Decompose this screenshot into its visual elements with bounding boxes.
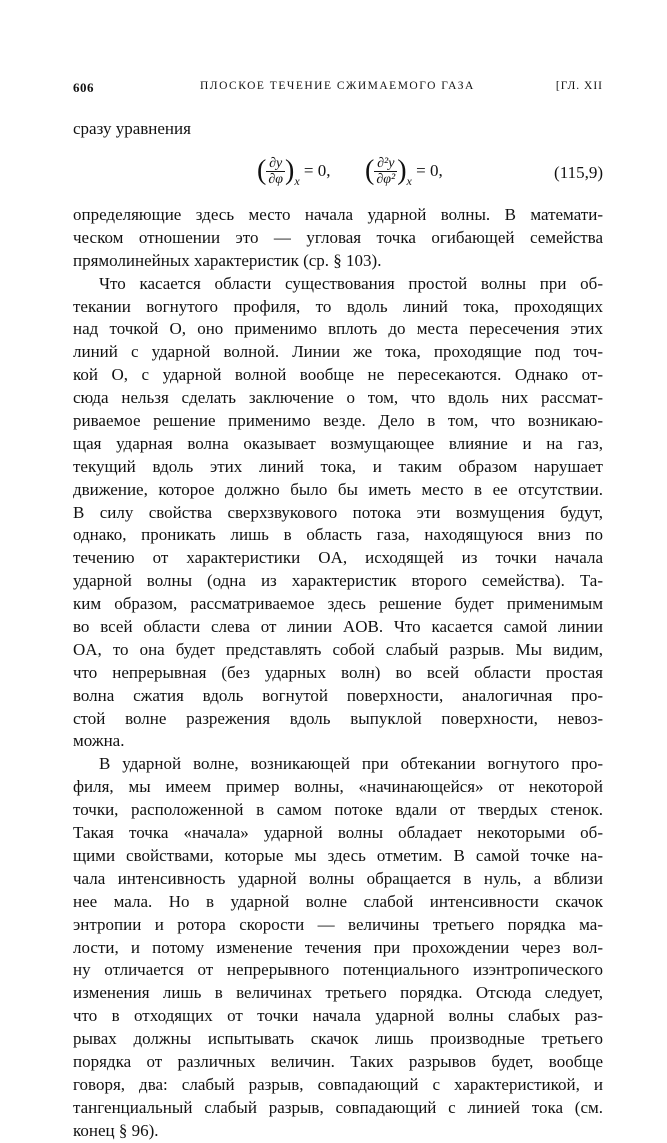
equation-115-9 xyxy=(73,153,603,195)
text-line: стой волне разрежения вдоль выпуклой поверхности, невоз- xyxy=(73,708,603,728)
formula-second-derivative: ( $\frac{\text{∂²y}}{\text{∂φ²}}$ )$_x = 0$, xyxy=(365,155,443,188)
text-line: OA, то она будет представлять собой слабый разрыв. Мы видим, xyxy=(73,639,603,659)
text-line: В ударной волне, возникающей при обтекании вогнутого про- xyxy=(99,754,603,774)
intro-text xyxy=(73,118,603,141)
text-line: рывах должны испытывать скачок лишь производные третьего xyxy=(73,1029,603,1049)
page-number: 606 xyxy=(73,80,94,95)
text-line: ким образом, рассматриваемое здесь решение будет применимым xyxy=(73,594,603,614)
text-line: движение, которое должно было бы иметь место в ее отсутствии. xyxy=(73,479,603,499)
text-line: конец § 96). xyxy=(73,1120,159,1140)
text-line: текущий вдоль этих линий тока, и таким образом нарушает xyxy=(73,456,603,476)
text-line: риваемое решение применимо везде. Дело в том, что возникаю- xyxy=(73,411,603,431)
text-line: определяющие здесь место начала ударной волны. В математи- xyxy=(73,205,603,224)
running-header xyxy=(73,80,603,100)
text-line: линий с ударной волной. Линии же тока, проходящие под точ- xyxy=(73,342,603,362)
equation-number: (115,9) xyxy=(554,163,603,182)
text-line: щая ударная волна оказывает возмущающее влияние и на газ, xyxy=(73,433,603,453)
text-line: В силу свойства сверхзвукового потока эти возмущения будут, xyxy=(73,502,603,522)
running-title: ПЛОСКОЕ ТЕЧЕНИЕ СЖИМАЕМОГО ГАЗА xyxy=(200,80,475,92)
text-line: сразу уравнения xyxy=(73,119,191,138)
text-line: щими свойствами, которые мы здесь отметим. В самой точке на- xyxy=(73,845,603,865)
equals-zero: = 0, xyxy=(416,161,443,180)
formula-first-derivative: ( $\frac{\partial y}{\partial\varphi}$ )$_x = 0$, xyxy=(257,155,331,188)
body-text xyxy=(73,204,603,1143)
text-line: что непрерывная (без ударных волн) во всей области простая xyxy=(73,662,603,682)
chapter-label: [ГЛ. XII xyxy=(555,80,603,92)
text-line: можна. xyxy=(73,731,125,751)
text-line: что в отходящих от точки начала ударной волны слабых раз- xyxy=(73,1006,603,1026)
text-line: говоря, два: слабый разрыв, совпадающий с характеристикой, и xyxy=(73,1074,603,1094)
text-line: ударной волны (одна из характеристик второго семейства). Та- xyxy=(73,571,603,591)
text-line: филя, мы имеем пример волны, «начинающейся» от некоторой xyxy=(73,777,603,797)
text-line: над точкой O, оно применимо вплоть до места пересечения этих xyxy=(73,319,603,339)
fraction-numerator: ∂y xyxy=(266,156,285,172)
fraction-denominator: ∂φ xyxy=(268,171,283,187)
text-line: сюда нельзя сделать заключение о том, что вдоль них рассмат- xyxy=(73,388,603,408)
text-line: текании вогнутого профиля, то вдоль линий тока, проходящих xyxy=(73,296,603,316)
text-line: Такая точка «начала» ударной волны обладает некоторыми об- xyxy=(73,823,603,843)
text-line: течению от характеристики OA, исходящей из точки начала xyxy=(73,548,603,568)
text-line: точки, расположенной в самом потоке вдали от твердых стенок. xyxy=(73,800,603,820)
equals-zero: = 0, xyxy=(303,161,331,180)
text-line: энтропии и ротора скорости — величины третьего порядка ма- xyxy=(73,914,603,934)
text-line: нее мала. Но в ударной волне слабой интенсивности скачок xyxy=(73,891,603,911)
text-line: ну отличается от непрерывного потенциального изэнтропического xyxy=(73,960,603,980)
text-line: порядка от различных величин. Таких разрывов будет, вообще xyxy=(73,1051,603,1071)
fraction-numerator: ∂²y xyxy=(374,156,397,172)
text-line: прямолинейных характеристик (ср. § 103). xyxy=(73,250,382,270)
text-line: кой O, с ударной волной вообще не пересекаются. Однако от- xyxy=(73,365,603,385)
subscript: x xyxy=(406,173,412,188)
text-line: лости, и потому изменение течения при прохождении через вол- xyxy=(73,937,603,957)
text-line: однако, проникать лишь в область газа, находящуюся вниз по xyxy=(73,525,603,545)
fraction-denominator: ∂φ² xyxy=(376,171,396,187)
text-line: ческом отношении это — угловая точка огибающей семейства xyxy=(73,227,603,247)
text-line: Что касается области существования простой волны при об- xyxy=(99,273,603,293)
subscript: x xyxy=(294,173,300,188)
text-line: во всей области слева от линии AOB. Что касается самой линии xyxy=(73,617,603,637)
text-line: чала интенсивность ударной волны обращается в нуль, а вблизи xyxy=(73,868,603,888)
text-line: волна сжатия вдоль вогнутой поверхности, аналогичная про- xyxy=(73,685,603,705)
text-line: изменения лишь в величинах третьего порядка. Отсюда следует, xyxy=(73,983,603,1003)
text-line: тангенциальный слабый разрыв, совпадающий с линией тока (см. xyxy=(73,1097,603,1117)
